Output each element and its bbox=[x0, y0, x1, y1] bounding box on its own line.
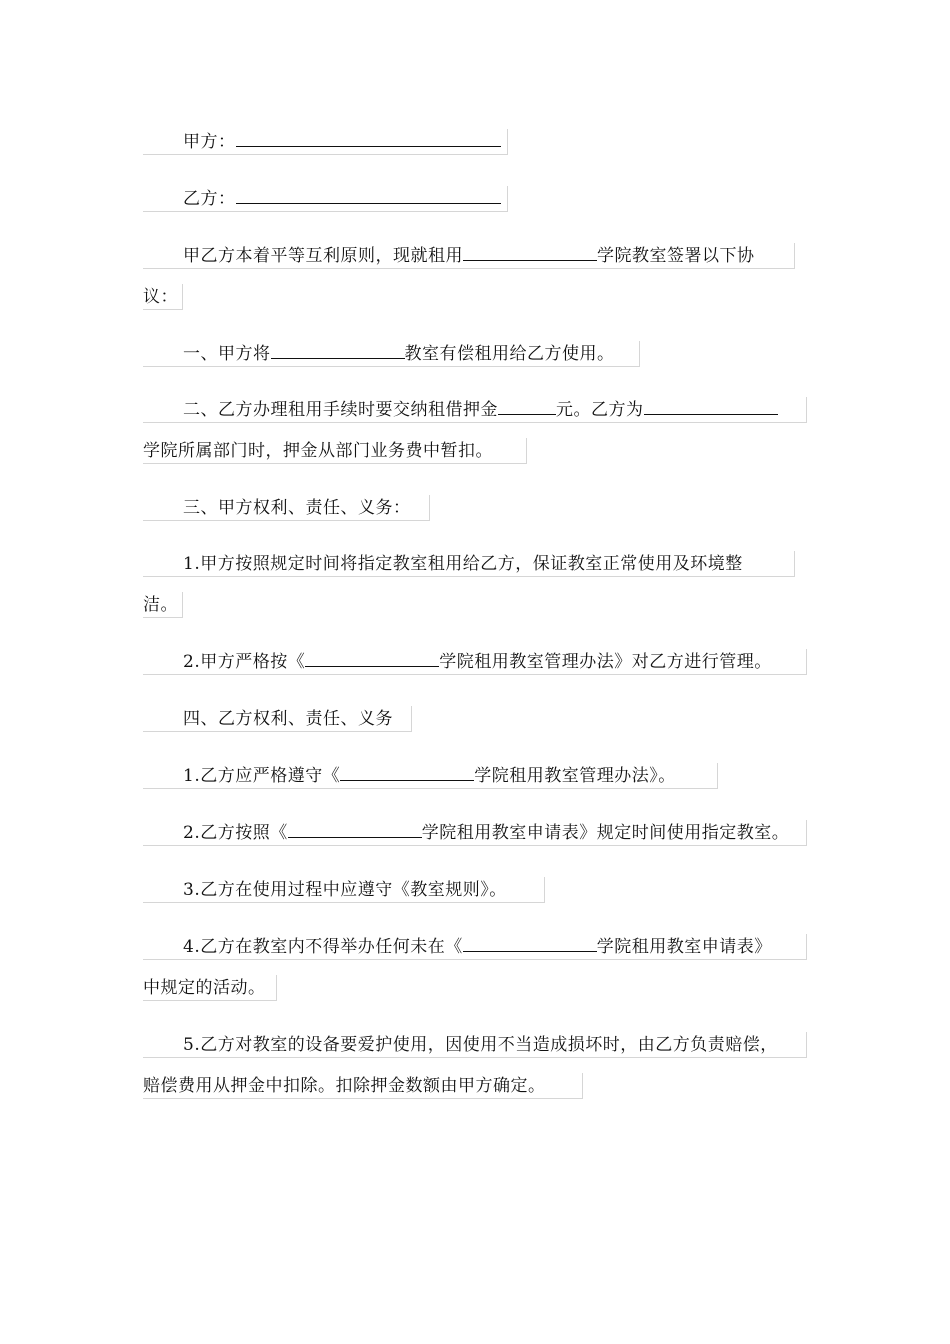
item-3-2-text-a: 2.甲方严格按《 bbox=[183, 652, 306, 672]
preamble-line-1 bbox=[143, 243, 795, 269]
preamble-line-2 bbox=[143, 284, 183, 310]
item-4-5-line-2 bbox=[143, 1073, 583, 1099]
preamble-text-a: 甲乙方本着平等互利原则，现就租用 bbox=[183, 246, 463, 266]
college-name-blank bbox=[463, 243, 597, 261]
item-3-2-text-b: 学院租用教室管理办法》对乙方进行管理。 bbox=[439, 652, 772, 672]
item-4-4-line-2 bbox=[143, 975, 277, 1001]
party-a-blank bbox=[236, 129, 501, 147]
party-a-label: 甲方： bbox=[183, 132, 236, 152]
item-4-5-text-a: 5.乙方对教室的设备要爱护使用，因使用不当造成损坏时，由乙方负责赔偿， bbox=[183, 1035, 778, 1055]
item-4-2-text-a: 2.乙方按照《 bbox=[183, 823, 288, 843]
clause-1-line bbox=[143, 341, 640, 367]
section-4-heading bbox=[143, 706, 412, 732]
item-4-5-text-b: 赔偿费用从押金中扣除。扣除押金数额由甲方确定。 bbox=[143, 1076, 546, 1096]
item-4-5-line-1 bbox=[143, 1032, 807, 1058]
clause-2-line-1 bbox=[143, 397, 807, 423]
clause-2-text-a: 二、乙方办理租用手续时要交纳租借押金 bbox=[183, 400, 498, 420]
section-4-heading-text: 四、乙方权利、责任、义务 bbox=[183, 709, 393, 729]
party-a-line bbox=[143, 129, 508, 155]
item-4-4-text-c: 中规定的活动。 bbox=[143, 978, 266, 998]
item-4-4-text-a: 4.乙方在教室内不得举办任何未在《 bbox=[183, 937, 463, 957]
item-3-1-text-b: 洁。 bbox=[143, 595, 178, 615]
classroom-blank bbox=[271, 341, 405, 359]
item-3-1-text-a: 1.甲方按照规定时间将指定教室租用给乙方，保证教室正常使用及环境整 bbox=[183, 554, 743, 574]
item-4-1-text-a: 1.乙方应严格遵守《 bbox=[183, 766, 341, 786]
clause-1-text-b: 教室有偿租用给乙方使用。 bbox=[404, 344, 615, 364]
clause-2-line-2 bbox=[143, 438, 527, 464]
item-4-1-blank bbox=[340, 763, 474, 781]
preamble-text-b: 学院教室签署以下协 bbox=[597, 246, 755, 266]
item-4-3-text: 3.乙方在使用过程中应遵守《教室规则》。 bbox=[183, 880, 507, 900]
section-3-heading-text: 三、甲方权利、责任、义务： bbox=[183, 498, 411, 518]
item-4-3-line bbox=[143, 877, 545, 903]
item-4-4-text-b: 学院租用教室申请表》 bbox=[596, 937, 772, 957]
item-3-1-line-2 bbox=[143, 592, 183, 618]
section-3-heading bbox=[143, 495, 430, 521]
item-4-2-line bbox=[143, 820, 807, 846]
party-b-line bbox=[143, 186, 508, 212]
party-b-blank bbox=[236, 186, 501, 204]
item-4-4-blank bbox=[463, 934, 597, 952]
item-4-1-text-b: 学院租用教室管理办法》。 bbox=[474, 766, 676, 786]
clause-2-text-b: 元。乙方为 bbox=[556, 400, 644, 420]
clause-2-text-c: 学院所属部门时，押金从部门业务费中暂扣。 bbox=[143, 441, 493, 461]
item-4-1-line bbox=[143, 763, 718, 789]
item-3-1-line-1 bbox=[143, 551, 795, 577]
clause-1-text-a: 一、甲方将 bbox=[183, 344, 271, 364]
item-4-4-line-1 bbox=[143, 934, 807, 960]
deposit-amount-blank bbox=[498, 397, 556, 415]
department-college-blank bbox=[644, 397, 778, 415]
party-b-label: 乙方： bbox=[183, 189, 236, 209]
item-4-2-text-b: 学院租用教室申请表》规定时间使用指定教室。 bbox=[421, 823, 790, 843]
preamble-text-c: 议： bbox=[143, 287, 178, 307]
item-3-2-line bbox=[143, 649, 807, 675]
item-4-2-blank bbox=[288, 820, 422, 838]
management-rules-blank bbox=[305, 649, 439, 667]
